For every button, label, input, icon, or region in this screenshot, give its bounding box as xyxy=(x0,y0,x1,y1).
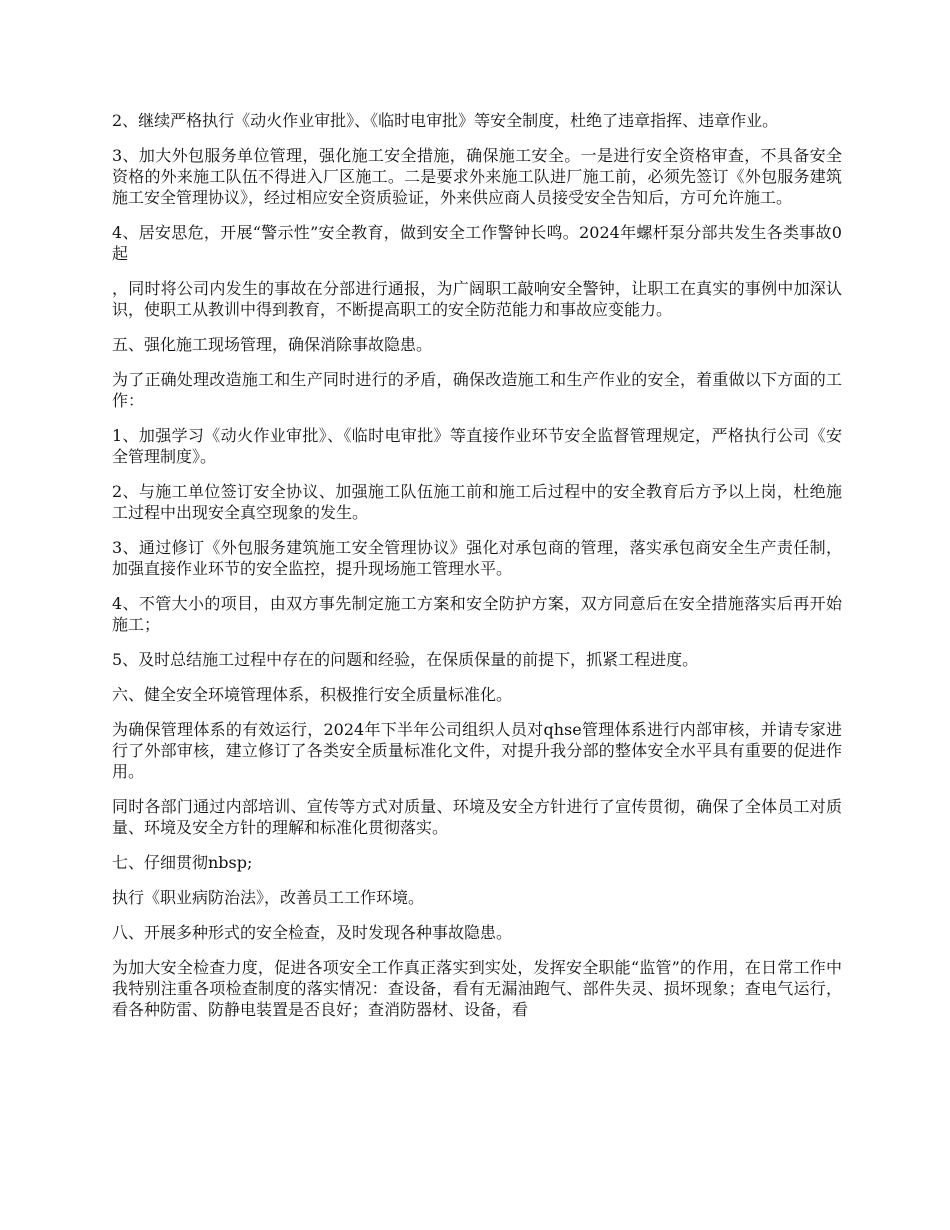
paragraph: 4、不管大小的项目，由双方事先制定施工方案和安全防护方案，双方同意后在安全措施落实后再开始施工； xyxy=(112,594,842,634)
paragraph: ，同时将公司内发生的事故在分部进行通报，为广阔职工敲响安全警钟，让职工在真实的事例中加深认识，使职工从教训中得到教育，不断提高职工的安全防范能力和事故应变能力。 xyxy=(112,279,842,319)
section-heading: 六、健全安全环境管理体系，积极推行安全质量标准化。 xyxy=(112,685,513,704)
paragraph: 为确保管理体系的有效运行，2024年下半年公司组织人员对qhse管理体系进行内部审核，并请专家进行了外部审核，建立修订了各类安全质量标准化文件，对提升我分部的整体安全水平具有重要的促进作用。 xyxy=(112,720,842,781)
paragraph: 3、通过修订《外包服务建筑施工安全管理协议》强化对承包商的管理，落实承包商安全生产责任制，加强直接作业环节的安全监控，提升现场施工管理水平。 xyxy=(112,538,842,578)
paragraph: 为加大安全检查力度，促进各项安全工作真正落实到实处，发挥安全职能“监管”的作用，在日常工作中我特别注重各项检查制度的落实情况：查设备，看有无漏油跑气、部件失灵、损坏现象；查电气运行，看各种防雷、防静电装置是否良好；查消防器材、设备，看 xyxy=(112,958,842,1019)
section-heading: 五、强化施工现场管理，确保消除事故隐患。 xyxy=(112,335,433,354)
paragraph: 2、继续严格执行《动火作业审批》、《临时电审批》等安全制度，杜绝了违章指挥、违章作业。 xyxy=(112,111,779,130)
paragraph: 1、加强学习《动火作业审批》、《临时电审批》等直接作业环节安全监督管理规定，严格执行公司《安全管理制度》。 xyxy=(112,426,842,466)
paragraph: 为了正确处理改造施工和生产同时进行的矛盾，确保改造施工和生产作业的安全，着重做以下方面的工作： xyxy=(112,370,842,410)
document-body xyxy=(112,110,842,1034)
paragraph: 执行《职业病防治法》，改善员工工作环境。 xyxy=(112,888,425,907)
paragraph: 5、及时总结施工过程中存在的问题和经验，在保质保量的前提下，抓紧工程进度。 xyxy=(112,650,699,669)
paragraph: 4、居安思危，开展“警示性”安全教育，做到安全工作警钟长鸣。2024年螺杆泵分部共发生各类事故0起 xyxy=(112,223,842,263)
paragraph: 同时各部门通过内部培训、宣传等方式对质量、环境及安全方针进行了宣传贯彻，确保了全体员工对质量、环境及安全方针的理解和标准化贯彻落实。 xyxy=(112,797,842,837)
section-heading: 七、仔细贯彻nbsp; xyxy=(112,853,253,872)
paragraph: 2、与施工单位签订安全协议、加强施工队伍施工前和施工后过程中的安全教育后方予以上岗，杜绝施工过程中出现安全真空现象的发生。 xyxy=(112,482,842,522)
section-heading: 八、开展多种形式的安全检查，及时发现各种事故隐患。 xyxy=(112,923,513,942)
paragraph: 3、加大外包服务单位管理，强化施工安全措施，确保施工安全。一是进行安全资格审查，不具备安全资格的外来施工队伍不得进入厂区施工。二是要求外来施工队进厂施工前，必须先签订《外包服务建筑施工安全管理协议》，经过相应安全资质验证，外来供应商人员接受安全告知后，方可允许施工。 xyxy=(112,146,842,207)
